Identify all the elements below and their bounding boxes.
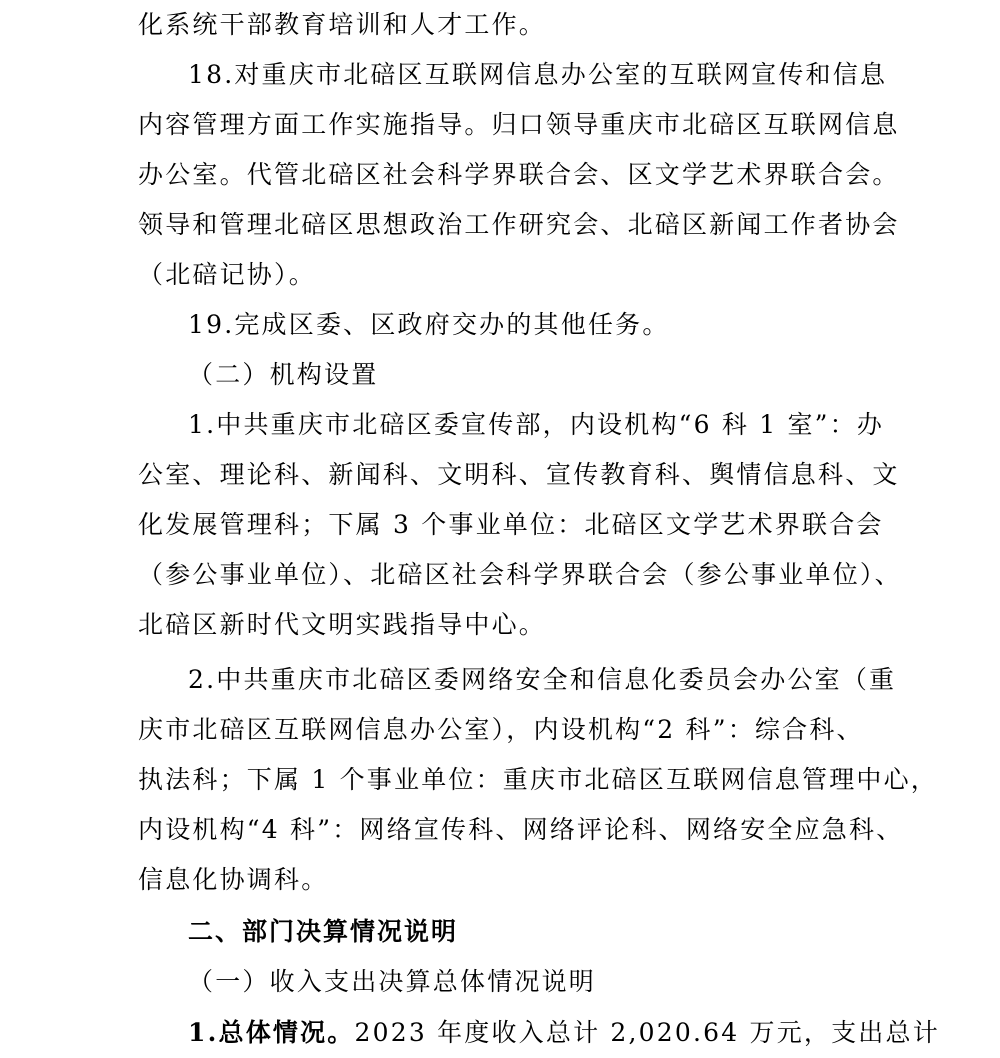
paragraph-line-10: 公室、理论科、新闻科、文明科、宣传教育科、舆情信息科、文	[138, 460, 900, 489]
paragraph-line-3: 内容管理方面工作实施指导。归口领导重庆市北碚区互联网信息	[138, 110, 900, 139]
paragraph-line-2: 18.对重庆市北碚区互联网信息办公室的互联网宣传和信息	[188, 60, 888, 89]
paragraph-line-4: 办公室。代管北碚区社会科学界联合会、区文学艺术界联合会。	[138, 160, 900, 189]
paragraph-line-18: 信息化协调科。	[138, 865, 329, 894]
paragraph-line-16: 执法科；下属 1 个事业单位：重庆市北碚区互联网信息管理中心，	[138, 765, 939, 794]
overall-label: 1.总体情况。	[188, 1018, 355, 1047]
paragraph-line-14: 2.中共重庆市北碚区委网络安全和信息化委员会办公室（重	[188, 665, 897, 694]
paragraph-line-1: 化系统干部教育培训和人才工作。	[138, 10, 547, 39]
paragraph-line-7: 19.完成区委、区政府交办的其他任务。	[188, 310, 670, 339]
paragraph-line-6: （北碚记协）。	[138, 260, 316, 289]
section-heading-final-accounts: 二、部门决算情况说明	[188, 917, 459, 946]
paragraph-line-11: 化发展管理科；下属 3 个事业单位：北碚区文学艺术界联合会	[138, 510, 884, 539]
paragraph-line-15: 庆市北碚区互联网信息办公室），内设机构“2 科”：综合科、	[138, 715, 864, 744]
paragraph-line-5: 领导和管理北碚区思想政治工作研究会、北碚区新闻工作者协会	[138, 210, 900, 239]
paragraph-line-12: （参公事业单位）、北碚区社会科学界联合会（参公事业单位）、	[138, 560, 902, 589]
paragraph-overall	[188, 1008, 940, 1058]
overall-text: 2023 年度收入总计 2,020.64 万元，支出总计	[354, 1018, 940, 1047]
section-heading-org: （二）机构设置	[188, 360, 379, 389]
paragraph-line-13: 北碚区新时代文明实践指导中心。	[138, 610, 547, 639]
subsection-heading-income-expense: （一）收入支出决算总体情况说明	[188, 967, 597, 996]
paragraph-line-17: 内设机构“4 科”：网络宣传科、网络评论科、网络安全应急科、	[138, 815, 904, 844]
paragraph-line-9: 1.中共重庆市北碚区委宣传部，内设机构“6 科 1 室”：办	[188, 410, 885, 439]
